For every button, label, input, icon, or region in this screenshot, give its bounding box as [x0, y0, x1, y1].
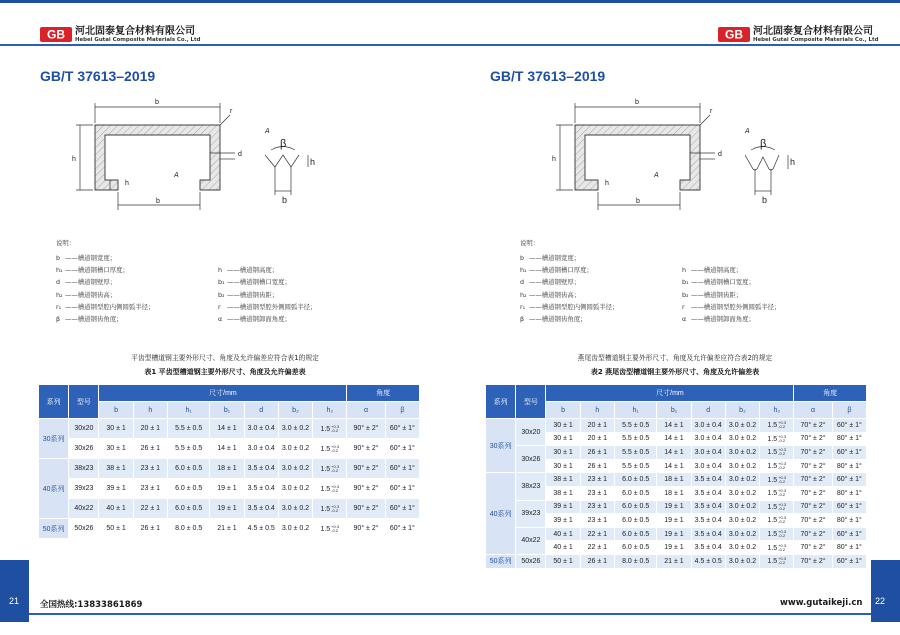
value-cell: 1.5+0.3 -0.2: [760, 527, 794, 541]
value-cell: 70° ± 2°: [794, 554, 832, 568]
table2-intro: 燕尾齿型槽道钢主要外形尺寸、角度及允许偏差应符合表2的规定: [577, 354, 773, 362]
value-cell: 14 ± 1: [657, 432, 691, 446]
value-cell: 3.0 ± 0.4: [244, 439, 278, 459]
header-dimensions: 尺寸/mm: [99, 385, 347, 402]
subheader-cell: h₂: [313, 402, 347, 419]
series-cell: 30系列: [39, 419, 69, 459]
table-row: [39, 499, 420, 519]
value-cell: 40 ± 1: [546, 527, 580, 541]
company-logo: [718, 27, 878, 43]
value-cell: 60° ± 1°: [385, 519, 419, 539]
value-cell: 3.5 ± 0.4: [691, 527, 725, 541]
subheader-cell: d: [244, 402, 278, 419]
subheader-cell: h₂: [760, 402, 794, 419]
company-name-cn: 河北固泰复合材料有限公司: [75, 26, 195, 37]
value-cell: 3.0 ± 0.4: [244, 419, 278, 439]
model-cell: 30x26: [69, 439, 99, 459]
legend-row: d ——槽道钢壁厚； b₁ ——槽道钢槽口宽度；: [520, 278, 755, 287]
value-cell: 1.5+0.3 -0.2: [760, 486, 794, 500]
value-cell: 1.5+0.3 -0.2: [760, 459, 794, 473]
value-cell: 23 ± 1: [580, 500, 614, 514]
value-cell: 5.5 ± 0.5: [168, 419, 210, 439]
header-rule: [450, 44, 900, 46]
subheader-cell: b₂: [725, 402, 759, 419]
model-cell: 39x23: [69, 479, 99, 499]
value-cell: 21 ± 1: [657, 554, 691, 568]
table1-intro: 平齿型槽道钢主要外形尺寸、角度及允许偏差应符合表1的规定: [131, 354, 319, 362]
value-cell: 6.0 ± 0.5: [168, 479, 210, 499]
value-cell: 26 ± 1: [133, 439, 167, 459]
value-cell: 70° ± 2°: [794, 500, 832, 514]
value-cell: 14 ± 1: [657, 446, 691, 460]
h2-label: h: [310, 157, 316, 167]
value-cell: 6.0 ± 0.5: [615, 514, 657, 528]
detail-a-label: A: [745, 128, 750, 135]
value-cell: 3.0 ± 0.2: [278, 479, 312, 499]
value-cell: 30 ± 1: [546, 419, 580, 433]
value-cell: 26 ± 1: [580, 554, 614, 568]
dim-d-label: d: [238, 151, 242, 158]
logo-letters: GB: [47, 27, 65, 42]
value-cell: 3.5 ± 0.4: [244, 459, 278, 479]
hotline-text: 全国热线:13833861869: [40, 600, 143, 610]
value-cell: 80° ± 1°: [832, 541, 866, 555]
dim-r-label: r: [230, 108, 233, 115]
model-cell: 30x20: [69, 419, 99, 439]
value-cell: 6.0 ± 0.5: [615, 500, 657, 514]
subheader-cell: h₁: [615, 402, 657, 419]
dim-h-label: h: [552, 156, 556, 163]
section-a-label: A: [654, 172, 659, 179]
value-cell: 19 ± 1: [657, 500, 691, 514]
value-cell: 3.0 ± 0.2: [725, 459, 759, 473]
value-cell: 90° ± 2°: [347, 459, 385, 479]
value-cell: 19 ± 1: [210, 479, 244, 499]
value-cell: 22 ± 1: [133, 499, 167, 519]
value-cell: 23 ± 1: [580, 514, 614, 528]
value-cell: 40 ± 1: [99, 499, 133, 519]
subheader-cell: h: [133, 402, 167, 419]
top-bar: [450, 0, 900, 3]
table-row: [486, 500, 867, 514]
value-cell: 30 ± 1: [546, 459, 580, 473]
value-cell: 6.0 ± 0.5: [168, 499, 210, 519]
value-cell: 90° ± 2°: [347, 519, 385, 539]
section-a-label: A: [174, 172, 179, 179]
page-number: 21: [9, 596, 20, 606]
value-cell: 1.5+0.3 -0.2: [313, 519, 347, 539]
value-cell: 3.0 ± 0.2: [725, 473, 759, 487]
value-cell: 1.5+0.3 -0.2: [313, 459, 347, 479]
table-row: [486, 473, 867, 487]
value-cell: 70° ± 2°: [794, 446, 832, 460]
value-cell: 60° ± 1°: [832, 446, 866, 460]
value-cell: 3.5 ± 0.4: [691, 541, 725, 555]
value-cell: 3.0 ± 0.2: [278, 439, 312, 459]
model-cell: 30x26: [516, 446, 546, 473]
value-cell: 39 ± 1: [546, 500, 580, 514]
value-cell: 20 ± 1: [133, 419, 167, 439]
value-cell: 3.0 ± 0.2: [725, 419, 759, 433]
dim-h-label: h: [72, 156, 76, 163]
value-cell: 19 ± 1: [210, 499, 244, 519]
value-cell: 6.0 ± 0.5: [615, 541, 657, 555]
model-cell: 40x22: [69, 499, 99, 519]
value-cell: 1.5+0.3 -0.2: [760, 514, 794, 528]
legend-row: h₂ ——槽道钢齿高； b₂ ——槽道钢齿距；: [56, 290, 279, 299]
value-cell: 22 ± 1: [580, 527, 614, 541]
header-rule: [0, 44, 450, 46]
value-cell: 22 ± 1: [580, 541, 614, 555]
header-angle: 角度: [347, 385, 420, 402]
model-cell: 30x20: [516, 419, 546, 446]
value-cell: 60° ± 1°: [385, 479, 419, 499]
value-cell: 14 ± 1: [657, 419, 691, 433]
value-cell: 18 ± 1: [657, 473, 691, 487]
value-cell: 80° ± 1°: [832, 432, 866, 446]
value-cell: 1.5+0.3 -0.2: [760, 432, 794, 446]
value-cell: 26 ± 1: [580, 446, 614, 460]
value-cell: 38 ± 1: [546, 486, 580, 500]
header-model: 型号: [69, 385, 99, 419]
value-cell: 3.5 ± 0.4: [244, 479, 278, 499]
value-cell: 14 ± 1: [210, 439, 244, 459]
value-cell: 50 ± 1: [99, 519, 133, 539]
value-cell: 60° ± 1°: [385, 499, 419, 519]
value-cell: 4.5 ± 0.5: [691, 554, 725, 568]
value-cell: 19 ± 1: [657, 541, 691, 555]
value-cell: 3.5 ± 0.4: [691, 514, 725, 528]
model-cell: 38x23: [516, 473, 546, 500]
table-row: [486, 446, 867, 460]
series-cell: 50系列: [486, 554, 516, 568]
gb-logo-icon: [718, 27, 750, 42]
value-cell: 3.0 ± 0.2: [725, 486, 759, 500]
value-cell: 6.0 ± 0.5: [615, 473, 657, 487]
legend-title: 说明：: [520, 239, 540, 247]
b2-label: b: [282, 195, 288, 205]
dim-h1-label: h: [605, 180, 609, 187]
header-series: 系列: [486, 385, 516, 419]
table-row: [39, 519, 420, 539]
value-cell: 3.5 ± 0.4: [691, 473, 725, 487]
subheader-cell: b₁: [210, 402, 244, 419]
value-cell: 60° ± 1°: [832, 473, 866, 487]
value-cell: 23 ± 1: [580, 473, 614, 487]
beta-label: β: [760, 138, 767, 150]
value-cell: 21 ± 1: [210, 519, 244, 539]
series-cell: 30系列: [486, 419, 516, 473]
dim-b1-label: b: [636, 198, 640, 205]
value-cell: 3.0 ± 0.2: [278, 519, 312, 539]
value-cell: 39 ± 1: [546, 514, 580, 528]
legend-row: h₂ ——槽道钢齿高； b₂ ——槽道钢齿距；: [520, 290, 743, 299]
value-cell: 5.5 ± 0.5: [615, 419, 657, 433]
model-cell: 38x23: [69, 459, 99, 479]
company-name-cn: 河北固泰复合材料有限公司: [753, 26, 873, 37]
value-cell: 60° ± 1°: [385, 459, 419, 479]
subheader-cell: β: [832, 402, 866, 419]
value-cell: 3.0 ± 0.4: [691, 432, 725, 446]
value-cell: 1.5+0.3 -0.2: [760, 541, 794, 555]
legend-row: β ——槽道钢齿角度； α ——槽道钢卸面角度；: [56, 315, 291, 324]
subheader-cell: h₁: [168, 402, 210, 419]
subheader-cell: b₁: [657, 402, 691, 419]
standard-number: GB/T 37613–2019: [490, 68, 606, 84]
dim-h1-label: h: [125, 180, 129, 187]
dim-b-label: b: [635, 99, 639, 106]
table-row: [39, 459, 420, 479]
header-model: 型号: [516, 385, 546, 419]
page-number: 22: [875, 596, 886, 606]
value-cell: 80° ± 1°: [832, 459, 866, 473]
subheader-cell: α: [347, 402, 385, 419]
symbol-legend: [56, 238, 316, 325]
value-cell: 3.0 ± 0.4: [691, 459, 725, 473]
dim-r-label: r: [710, 108, 713, 115]
value-cell: 39 ± 1: [99, 479, 133, 499]
footer-rule: [450, 613, 871, 615]
header-angle: 角度: [794, 385, 867, 402]
value-cell: 60° ± 1°: [832, 500, 866, 514]
value-cell: 19 ± 1: [657, 527, 691, 541]
value-cell: 4.5 ± 0.5: [244, 519, 278, 539]
value-cell: 6.0 ± 0.5: [615, 527, 657, 541]
value-cell: 19 ± 1: [657, 514, 691, 528]
value-cell: 23 ± 1: [133, 459, 167, 479]
dim-b-label: b: [155, 99, 159, 106]
value-cell: 18 ± 1: [210, 459, 244, 479]
value-cell: 3.0 ± 0.4: [691, 446, 725, 460]
value-cell: 8.0 ± 0.5: [168, 519, 210, 539]
dovetail-channel-diagram: [550, 95, 850, 225]
h2-label: h: [790, 157, 796, 167]
value-cell: 30 ± 1: [546, 432, 580, 446]
table-row: [39, 439, 420, 459]
value-cell: 3.5 ± 0.4: [691, 500, 725, 514]
value-cell: 60° ± 1°: [385, 439, 419, 459]
legend-row: b ——槽道钢宽度；: [520, 253, 581, 262]
value-cell: 30 ± 1: [99, 419, 133, 439]
legend-row: h₁ ——槽道钢槽口厚度； h ——槽道钢高度；: [56, 265, 279, 274]
value-cell: 3.0 ± 0.2: [725, 527, 759, 541]
legend-row: d ——槽道钢壁厚； b₁ ——槽道钢槽口宽度；: [56, 278, 291, 287]
value-cell: 6.0 ± 0.5: [168, 459, 210, 479]
model-cell: 50x26: [516, 554, 546, 568]
value-cell: 90° ± 2°: [347, 479, 385, 499]
company-name-en: Hebei Gutai Composite Materials Co., Ltd: [753, 37, 879, 43]
table-row: [39, 419, 420, 439]
value-cell: 70° ± 2°: [794, 419, 832, 433]
value-cell: 1.5+0.3 -0.2: [760, 554, 794, 568]
value-cell: 90° ± 2°: [347, 499, 385, 519]
dim-d-label: d: [718, 151, 722, 158]
value-cell: 1.5+0.3 -0.2: [760, 446, 794, 460]
detail-a-label: A: [265, 128, 270, 135]
value-cell: 3.5 ± 0.4: [244, 499, 278, 519]
standard-number: GB/T 37613–2019: [40, 68, 156, 84]
value-cell: 3.0 ± 0.2: [278, 459, 312, 479]
value-cell: 70° ± 2°: [794, 432, 832, 446]
value-cell: 38 ± 1: [546, 473, 580, 487]
model-cell: 50x26: [69, 519, 99, 539]
value-cell: 60° ± 1°: [832, 527, 866, 541]
value-cell: 5.5 ± 0.5: [615, 446, 657, 460]
model-cell: 39x23: [516, 500, 546, 527]
subheader-cell: h: [580, 402, 614, 419]
value-cell: 23 ± 1: [133, 479, 167, 499]
value-cell: 3.0 ± 0.4: [691, 419, 725, 433]
value-cell: 5.5 ± 0.5: [168, 439, 210, 459]
value-cell: 3.0 ± 0.2: [725, 541, 759, 555]
footer-rule: [29, 613, 450, 615]
value-cell: 80° ± 1°: [832, 486, 866, 500]
value-cell: 5.5 ± 0.5: [615, 432, 657, 446]
value-cell: 26 ± 1: [133, 519, 167, 539]
value-cell: 18 ± 1: [657, 486, 691, 500]
value-cell: 60° ± 1°: [385, 419, 419, 439]
symbol-legend: [520, 238, 780, 325]
legend-title: 说明：: [56, 239, 76, 247]
series-cell: 40系列: [39, 459, 69, 519]
legend-row: r₁ ——槽道钢型腔内侧圆弧半径； r ——槽道钢型腔外侧圆弧半径；: [56, 302, 317, 311]
value-cell: 70° ± 2°: [794, 527, 832, 541]
top-bar: [0, 0, 450, 3]
header-dimensions: 尺寸/mm: [546, 385, 794, 402]
value-cell: 23 ± 1: [580, 486, 614, 500]
value-cell: 38 ± 1: [99, 459, 133, 479]
value-cell: 20 ± 1: [580, 419, 614, 433]
value-cell: 60° ± 1°: [832, 554, 866, 568]
value-cell: 14 ± 1: [657, 459, 691, 473]
subheader-cell: b: [546, 402, 580, 419]
table-row: [486, 419, 867, 433]
value-cell: 40 ± 1: [546, 541, 580, 555]
legend-row: h₁ ——槽道钢槽口厚度； h ——槽道钢高度；: [520, 265, 743, 274]
value-cell: 1.5+0.3 -0.2: [760, 473, 794, 487]
value-cell: 1.5+0.3 -0.2: [313, 439, 347, 459]
subheader-cell: d: [691, 402, 725, 419]
model-cell: 40x22: [516, 527, 546, 554]
website-text: www.gutaikeji.cn: [780, 598, 863, 608]
value-cell: 30 ± 1: [99, 439, 133, 459]
value-cell: 3.0 ± 0.2: [725, 432, 759, 446]
value-cell: 70° ± 2°: [794, 486, 832, 500]
legend-row: β ——槽道钢齿角度； α ——槽道钢卸面角度；: [520, 315, 755, 324]
value-cell: 1.5+0.3 -0.2: [760, 419, 794, 433]
value-cell: 8.0 ± 0.5: [615, 554, 657, 568]
value-cell: 3.0 ± 0.2: [725, 514, 759, 528]
flat-tooth-channel-diagram: [70, 95, 370, 225]
series-cell: 50系列: [39, 519, 69, 539]
table-row: [486, 554, 867, 568]
company-logo: [40, 27, 200, 43]
value-cell: 1.5+0.3 -0.2: [760, 500, 794, 514]
value-cell: 50 ± 1: [546, 554, 580, 568]
dim-b1-label: b: [156, 198, 160, 205]
logo-letters: GB: [725, 27, 743, 42]
value-cell: 70° ± 2°: [794, 473, 832, 487]
value-cell: 60° ± 1°: [832, 419, 866, 433]
table2-spec: [485, 384, 867, 569]
b2-label: b: [762, 195, 768, 205]
gb-logo-icon: [40, 27, 72, 42]
footer-tab: [0, 560, 29, 622]
right-page: [450, 0, 900, 635]
value-cell: 6.0 ± 0.5: [615, 486, 657, 500]
value-cell: 1.5+0.3 -0.2: [313, 419, 347, 439]
value-cell: 70° ± 2°: [794, 514, 832, 528]
subheader-cell: b₂: [278, 402, 312, 419]
value-cell: 70° ± 2°: [794, 459, 832, 473]
footer-tab: [871, 560, 900, 622]
table1-title: 表1 平齿型槽道钢主要外形尺寸、角度及允许偏差表: [144, 368, 306, 376]
table-row: [39, 479, 420, 499]
table1-spec: [38, 384, 420, 539]
value-cell: 1.5+0.3 -0.2: [313, 499, 347, 519]
subheader-cell: b: [99, 402, 133, 419]
value-cell: 30 ± 1: [546, 446, 580, 460]
value-cell: 20 ± 1: [580, 432, 614, 446]
value-cell: 70° ± 2°: [794, 541, 832, 555]
legend-row: b ——槽道钢宽度；: [56, 253, 117, 262]
value-cell: 90° ± 2°: [347, 439, 385, 459]
value-cell: 3.5 ± 0.4: [691, 486, 725, 500]
value-cell: 3.0 ± 0.2: [725, 500, 759, 514]
table2-title: 表2 燕尾齿型槽道钢主要外形尺寸、角度及允许偏差表: [590, 368, 760, 376]
value-cell: 80° ± 1°: [832, 514, 866, 528]
value-cell: 14 ± 1: [210, 419, 244, 439]
table-row: [486, 527, 867, 541]
beta-label: β: [280, 138, 287, 150]
subheader-cell: β: [385, 402, 419, 419]
value-cell: 26 ± 1: [580, 459, 614, 473]
value-cell: 90° ± 2°: [347, 419, 385, 439]
series-cell: 40系列: [486, 473, 516, 555]
value-cell: 1.5+0.3 -0.2: [313, 479, 347, 499]
value-cell: 3.0 ± 0.2: [278, 499, 312, 519]
subheader-cell: α: [794, 402, 832, 419]
company-name-en: Hebei Gutai Composite Materials Co., Ltd: [75, 37, 201, 43]
legend-row: r₁ ——槽道钢型腔内侧圆弧半径； r ——槽道钢型腔外侧圆弧半径；: [520, 302, 781, 311]
value-cell: 3.0 ± 0.2: [725, 446, 759, 460]
header-series: 系列: [39, 385, 69, 419]
value-cell: 5.5 ± 0.5: [615, 459, 657, 473]
value-cell: 3.0 ± 0.2: [725, 554, 759, 568]
value-cell: 3.0 ± 0.2: [278, 419, 312, 439]
